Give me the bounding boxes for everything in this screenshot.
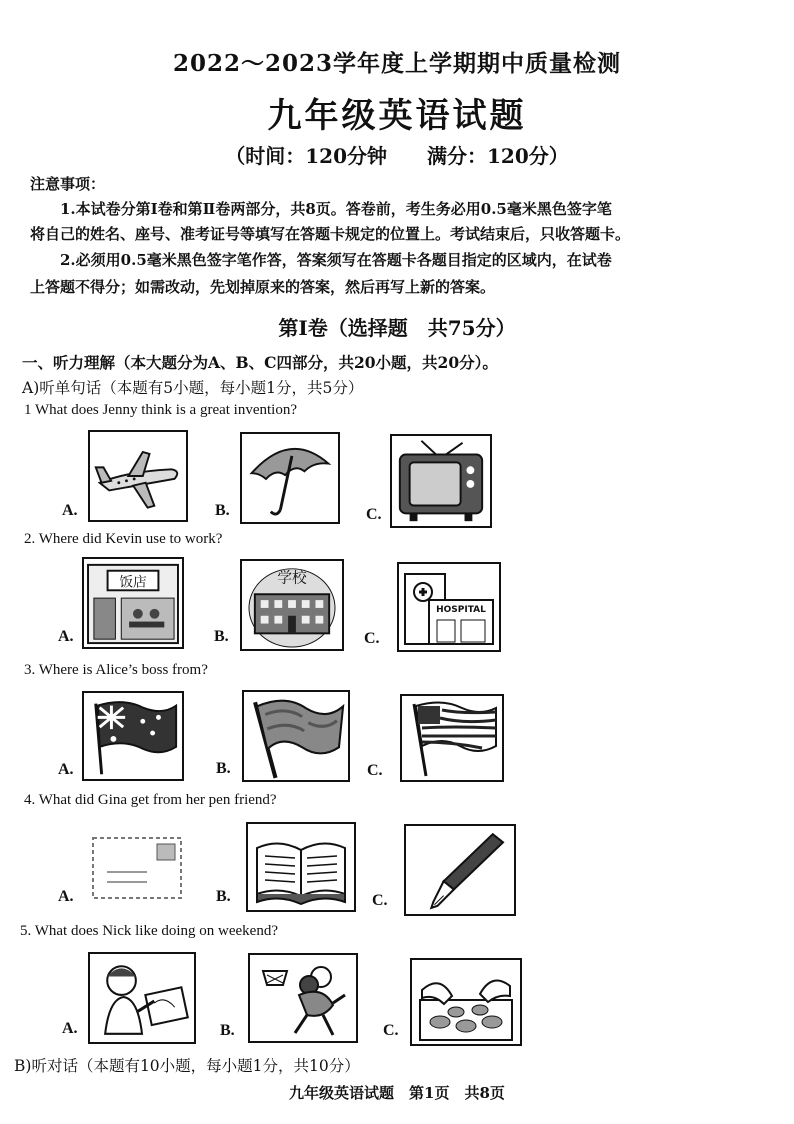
option-label[interactable]: C.: [364, 630, 380, 647]
envelope-image[interactable]: [84, 822, 190, 912]
option-label[interactable]: B.: [216, 888, 231, 905]
basketball-image[interactable]: [248, 953, 358, 1043]
restaurant-image[interactable]: [82, 557, 184, 649]
usa-flag-image[interactable]: [400, 694, 504, 782]
option-label[interactable]: B.: [220, 1022, 235, 1039]
hospital-image[interactable]: [397, 562, 501, 652]
television-image[interactable]: [390, 434, 492, 528]
question-1: 1 What does Jenny think is a great invention?: [24, 402, 297, 418]
basketball-icon: [250, 955, 356, 1041]
option-label[interactable]: A.: [58, 761, 74, 778]
exam-info: （时间：120分钟 满分：120分）: [225, 144, 569, 168]
hospital-sign: HOSPITAL: [436, 605, 486, 615]
sub-part-a: A)听单句话（本题有5小题，每小题1分，共5分）: [22, 379, 364, 397]
note-line: 2.必须用0.5毫米黑色签字笔作答，答案须写在答题卡各题目指定的区域内，在试卷: [60, 251, 612, 269]
term-title: 2022～2023学年度上学期期中质量检测: [172, 50, 622, 77]
exam-title: 九年级英语试题: [267, 96, 527, 136]
waving-flag-icon: [244, 692, 348, 780]
question-3: 3. Where is Alice’s boss from?: [24, 662, 208, 678]
option-label[interactable]: B.: [216, 760, 231, 777]
cooking-icon: [412, 960, 520, 1044]
option-label[interactable]: A.: [58, 888, 74, 905]
notes-title: 注意事项：: [30, 175, 106, 193]
option-label[interactable]: C.: [372, 892, 388, 909]
airplane-image[interactable]: [88, 430, 188, 522]
pen-icon: [406, 826, 514, 914]
option-label[interactable]: C.: [366, 506, 382, 523]
sub-part-b: B)听对话（本题有10小题，每小题1分，共10分）: [14, 1057, 360, 1075]
section-title: 第Ⅰ卷（选择题 共75分）: [278, 316, 516, 340]
pen-image[interactable]: [404, 824, 516, 916]
page-footer: 九年级英语试题 第1页 共8页: [289, 1084, 505, 1102]
school-icon: [242, 561, 342, 649]
waving-flag-image[interactable]: [242, 690, 350, 782]
cooking-image[interactable]: [410, 958, 522, 1046]
hospital-icon: [399, 564, 499, 650]
restaurant-icon: [84, 559, 182, 647]
airplane-icon: [90, 432, 186, 520]
note-line: 上答题不得分；如需改动，先划掉原来的答案，然后再写上新的答案。: [30, 278, 496, 296]
option-label[interactable]: A.: [58, 628, 74, 645]
option-label[interactable]: B.: [215, 502, 230, 519]
school-sign: 学校: [277, 569, 307, 587]
part-title: 一、听力理解（本大题分为A、B、C四部分，共20小题，共20分）。: [22, 353, 498, 372]
book-icon: [248, 824, 354, 910]
option-label[interactable]: C.: [367, 762, 383, 779]
option-label[interactable]: C.: [383, 1022, 399, 1039]
option-label[interactable]: A.: [62, 1020, 78, 1037]
question-5: 5. What does Nick like doing on weekend?: [20, 923, 278, 939]
australia-flag-icon: [84, 693, 182, 779]
note-line: 1.本试卷分第Ⅰ卷和第Ⅱ卷两部分，共8页。答卷前，考生务必用0.5毫米黑色签字笔: [60, 200, 612, 218]
drawing-image[interactable]: [88, 952, 196, 1044]
note-line: 将自己的姓名、座号、准考证号等填写在答题卡规定的位置上。考试结束后，只收答题卡。: [30, 225, 631, 243]
usa-flag-icon: [402, 696, 502, 780]
umbrella-image[interactable]: [240, 432, 340, 524]
question-2: 2. Where did Kevin use to work?: [24, 531, 223, 547]
umbrella-icon: [242, 434, 338, 522]
restaurant-sign: 饭店: [119, 574, 147, 591]
australia-flag-image[interactable]: [82, 691, 184, 781]
option-label[interactable]: A.: [62, 502, 78, 519]
question-4: 4. What did Gina get from her pen friend?: [24, 792, 277, 808]
television-icon: [392, 436, 490, 526]
school-image[interactable]: [240, 559, 344, 651]
option-label[interactable]: B.: [214, 628, 229, 645]
book-image[interactable]: [246, 822, 356, 912]
envelope-icon: [86, 824, 188, 910]
child-drawing-icon: [90, 954, 194, 1042]
